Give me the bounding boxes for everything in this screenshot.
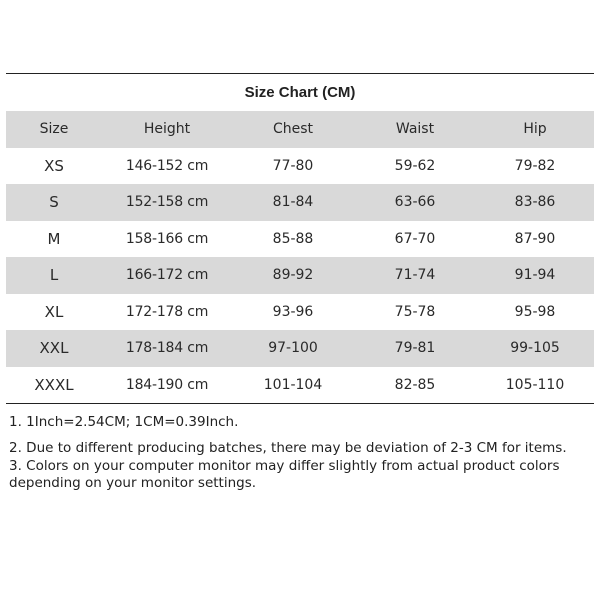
column-header-height: Height [102, 111, 232, 148]
waist-cell: 63-66 [354, 184, 476, 221]
hip-cell: 95-98 [514, 303, 556, 320]
hip-cell: 105-110 [505, 376, 565, 393]
height-cell: 166-172 cm [102, 257, 232, 294]
size-cell: XL [44, 302, 64, 321]
hip-cell: 83-86 [476, 184, 594, 221]
chart-title: Size Chart (CM) [244, 84, 356, 101]
waist-cell: 59-62 [394, 157, 436, 174]
height-cell: 184-190 cm [125, 376, 209, 393]
size-cell: L [6, 257, 102, 294]
column-header-chest: Chest [232, 111, 354, 148]
note-colors: 3. Colors on your computer monitor may differ slightly from actual product colors depending on your monitor settings. [9, 458, 560, 491]
chest-cell: 97-100 [232, 330, 354, 367]
hip-cell: 91-94 [476, 257, 594, 294]
column-header-hip: Hip [476, 111, 594, 148]
header-row [6, 111, 594, 148]
table-row [6, 294, 594, 331]
height-cell: 172-178 cm [125, 303, 209, 320]
chest-cell: 101-104 [263, 376, 323, 393]
height-cell: 146-152 cm [125, 157, 209, 174]
waist-cell: 79-81 [354, 330, 476, 367]
size-cell: XS [44, 156, 64, 175]
size-cell: XXL [6, 330, 102, 367]
column-header-size: Size [6, 111, 102, 148]
size-chart [6, 73, 594, 404]
table-row [6, 367, 594, 404]
chest-cell: 81-84 [232, 184, 354, 221]
waist-cell: 71-74 [354, 257, 476, 294]
table-row [6, 221, 594, 258]
table-row [6, 257, 594, 294]
height-cell: 178-184 cm [102, 330, 232, 367]
table-row [6, 184, 594, 221]
hip-cell: 99-105 [476, 330, 594, 367]
table-row [6, 330, 594, 367]
height-cell: 152-158 cm [102, 184, 232, 221]
chest-cell: 85-88 [272, 230, 314, 247]
size-cell: XXXL [34, 375, 74, 394]
height-cell: 158-166 cm [125, 230, 209, 247]
column-header-waist: Waist [354, 111, 476, 148]
size-table [6, 111, 594, 403]
chest-cell: 93-96 [272, 303, 314, 320]
waist-cell: 75-78 [394, 303, 436, 320]
hip-cell: 79-82 [514, 157, 556, 174]
waist-cell: 67-70 [394, 230, 436, 247]
notes-section [9, 414, 591, 492]
chest-cell: 89-92 [232, 257, 354, 294]
size-cell: S [6, 184, 102, 221]
size-cell: M [47, 229, 61, 248]
waist-cell: 82-85 [394, 376, 436, 393]
table-row [6, 148, 594, 185]
hip-cell: 87-90 [514, 230, 556, 247]
note-deviation: 2. Due to different producing batches, there may be deviation of 2-3 CM for items. [9, 440, 567, 456]
note-conversion: 1. 1Inch=2.54CM; 1CM=0.39Inch. [9, 414, 239, 430]
chest-cell: 77-80 [272, 157, 314, 174]
